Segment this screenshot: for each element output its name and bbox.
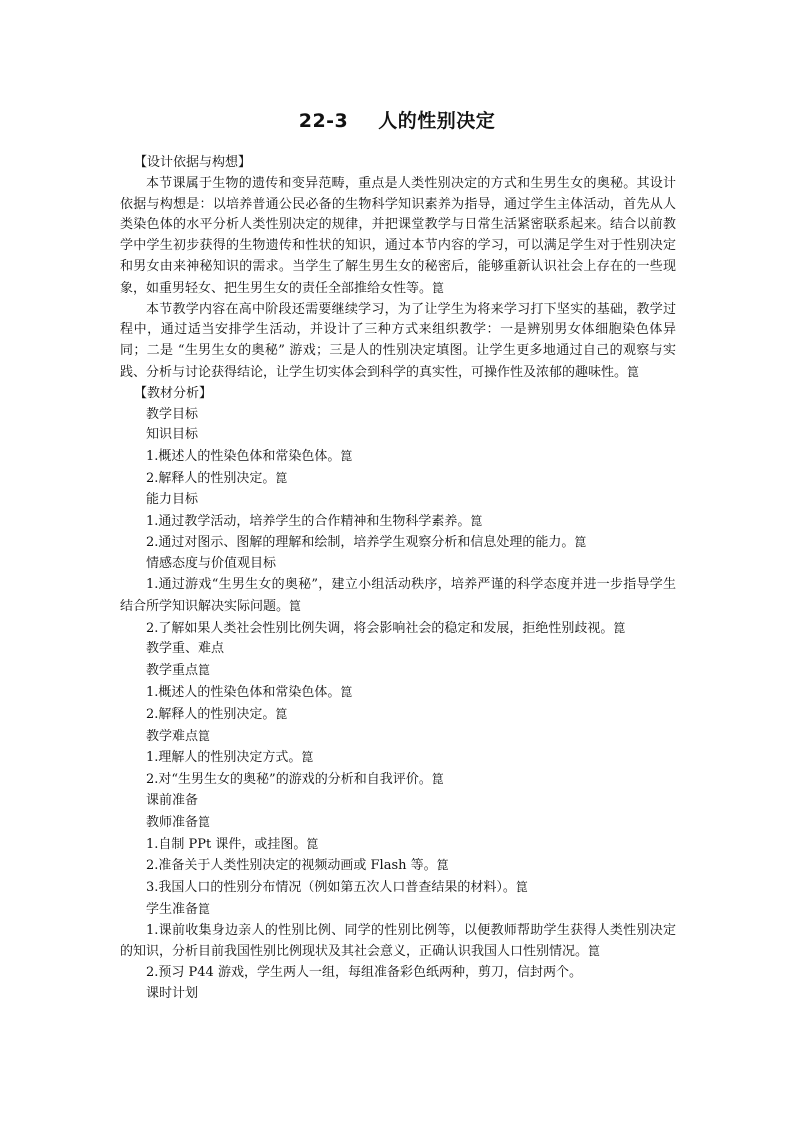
- paragraph: [120, 747, 676, 769]
- paragraph-text: 能力目标: [146, 491, 199, 507]
- paragraph-text: 【设计依据与构想】: [134, 155, 252, 170]
- paragraph-text: 课前准备: [146, 792, 199, 808]
- paragraph: [120, 384, 676, 405]
- paragraph: [120, 921, 676, 964]
- paragraph-text: 【教材分析】: [134, 385, 213, 401]
- paragraph-text: 1.课前收集身边亲人的性别比例、同学的性别比例等，以便教师帮助学生获得人类性别决定的知识，分析目前我国性别比例现状及其社会意义，正确认识我国人口性别情况。: [120, 922, 676, 960]
- paragraph-text: 3.我国人口的性别分布情况（例如第五次人口普查结果的材料）。: [146, 880, 516, 896]
- paragraph-text: 教师准备: [146, 814, 199, 830]
- paragraph: [120, 153, 676, 174]
- paragraph: [120, 877, 676, 899]
- paragraph-text: 2.预习 P44 游戏，学生两人一组，每组准备彩色纸两种，剪刀，信封两个。: [146, 965, 582, 981]
- paragraph: [120, 682, 676, 704]
- title-text: 人的性别决定: [378, 110, 496, 132]
- paragraph: [120, 963, 676, 984]
- section-number: 22-3: [298, 110, 349, 132]
- paragraph-mark: 箟: [574, 535, 587, 550]
- paragraph-mark: 箟: [198, 728, 211, 743]
- paragraph: [120, 511, 676, 533]
- paragraph-mark: 箟: [301, 750, 314, 765]
- paragraph-text: 1.自制 PPt 课件，或挂图。: [146, 836, 307, 852]
- paragraph-text: 知识目标: [146, 427, 199, 443]
- paragraph: [120, 726, 676, 748]
- paragraph-mark: 箟: [588, 944, 601, 959]
- paragraph: [120, 446, 676, 468]
- paragraph-text: 1.概述人的性染色体和常染色体。: [146, 449, 341, 465]
- paragraph: [120, 425, 676, 446]
- paragraph-mark: 箟: [627, 364, 640, 379]
- paragraph-text: 教学难点: [146, 728, 199, 744]
- paragraph-text: 教学重、难点: [146, 641, 225, 657]
- paragraph: [120, 174, 676, 300]
- paragraph: [120, 660, 676, 682]
- paragraph: [120, 812, 676, 834]
- paragraph-text: 教学目标: [146, 406, 199, 422]
- paragraph: [120, 984, 676, 1005]
- paragraph-text: 1.概述人的性染色体和常染色体。: [146, 684, 341, 700]
- paragraph-mark: 箟: [470, 513, 483, 528]
- paragraph-mark: 箟: [275, 706, 288, 721]
- paragraph: [120, 855, 676, 877]
- paragraph-text: 课时计划: [146, 986, 199, 1002]
- paragraph-mark: 箟: [431, 772, 444, 787]
- paragraph-mark: 箟: [436, 858, 449, 873]
- paragraph-mark: 箟: [613, 620, 626, 635]
- paragraph-text: 学生准备: [146, 901, 199, 917]
- paragraph-text: 本节课属于生物的遗传和变异范畴，重点是人类性别决定的方式和生男生女的奥秘。其设计依据与构想是：以培养普通公民必备的生物科学知识素养为指导，通过学生主体活动，首先从人类染色体的水平分析人类性别决定的规律，并把课堂教学与日常生活紧密联系起来。结合以前教学中学生初步获得的生物遗传和性状的知识，通过本节内容的学习，可以满足学生对于性别决定和男女由来神秘知识的需求。当学生了解生男生女的秘密后，能够重新认识社会上存在的一些现象，如重男轻女、把生男生女的责任全部推给女性等。: [120, 175, 676, 296]
- paragraph: [120, 834, 676, 856]
- page-title: [0, 106, 794, 133]
- paragraph: [120, 300, 676, 384]
- paragraph-text: 1.通过教学活动，培养学生的合作精神和生物科学素养。: [146, 513, 471, 529]
- paragraph: [120, 532, 676, 554]
- paragraph-mark: 箟: [198, 901, 211, 916]
- paragraph-text: 情感态度与价值观目标: [146, 556, 277, 572]
- paragraph: [120, 704, 676, 726]
- paragraph-text: 1.理解人的性别决定方式。: [146, 750, 302, 766]
- paragraph-text: 1.通过游戏“生男生女的奥秘”，建立小组活动秩序，培养严谨的科学态度并进一步指导学生结合所学知识解决实际问题。: [120, 576, 676, 614]
- paragraph-mark: 箟: [289, 598, 302, 613]
- paragraph: [120, 490, 676, 511]
- paragraph-text: 2.解释人的性别决定。: [146, 706, 276, 722]
- paragraph: [120, 468, 676, 490]
- paragraph-mark: 箟: [198, 814, 211, 829]
- paragraph: [120, 575, 676, 618]
- paragraph-mark: 箟: [275, 470, 288, 485]
- paragraph-text: 2.通过对图示、图解的理解和绘制，培养学生观察分析和信息处理的能力。: [146, 535, 575, 551]
- body-text: [120, 153, 676, 1005]
- paragraph: [120, 618, 676, 640]
- paragraph-text: 2.准备关于人类性别决定的视频动画或 Flash 等。: [146, 858, 437, 874]
- paragraph-mark: 箟: [340, 449, 353, 464]
- paragraph: [120, 791, 676, 812]
- paragraph-text: 本节教学内容在高中阶段还需要继续学习，为了让学生为将来学习打下坚实的基础，教学过程中，通过适当安排学生活动，并设计了三种方式来组织教学：一是辨别男女体细胞染色体异同；二是 “生男生女的奥秘” 游戏；三是人的性别决定填图。让学生更多地通过自己的观察与实践、分析与讨论获得结论，让学生切实体会到科学的真实性，可操作性及浓郁的趣味性。: [120, 301, 676, 380]
- paragraph-text: 2.对“生男生女的奥秘”的游戏的分析和自我评价。: [146, 772, 432, 788]
- paragraph-mark: 箟: [198, 663, 211, 678]
- paragraph-mark: 箟: [306, 836, 319, 851]
- paragraph: [120, 554, 676, 575]
- paragraph: [120, 899, 676, 921]
- paragraph: [120, 639, 676, 660]
- paragraph: [120, 405, 676, 426]
- paragraph-text: 教学重点: [146, 663, 199, 679]
- paragraph-text: 2.解释人的性别决定。: [146, 470, 276, 486]
- paragraph-mark: 箟: [515, 880, 528, 895]
- paragraph: [120, 769, 676, 791]
- paragraph-mark: 箟: [432, 280, 445, 295]
- paragraph-mark: 箟: [340, 684, 353, 699]
- paragraph-text: 2.了解如果人类社会性别比例失调，将会影响社会的稳定和发展，拒绝性别歧视。: [146, 620, 614, 636]
